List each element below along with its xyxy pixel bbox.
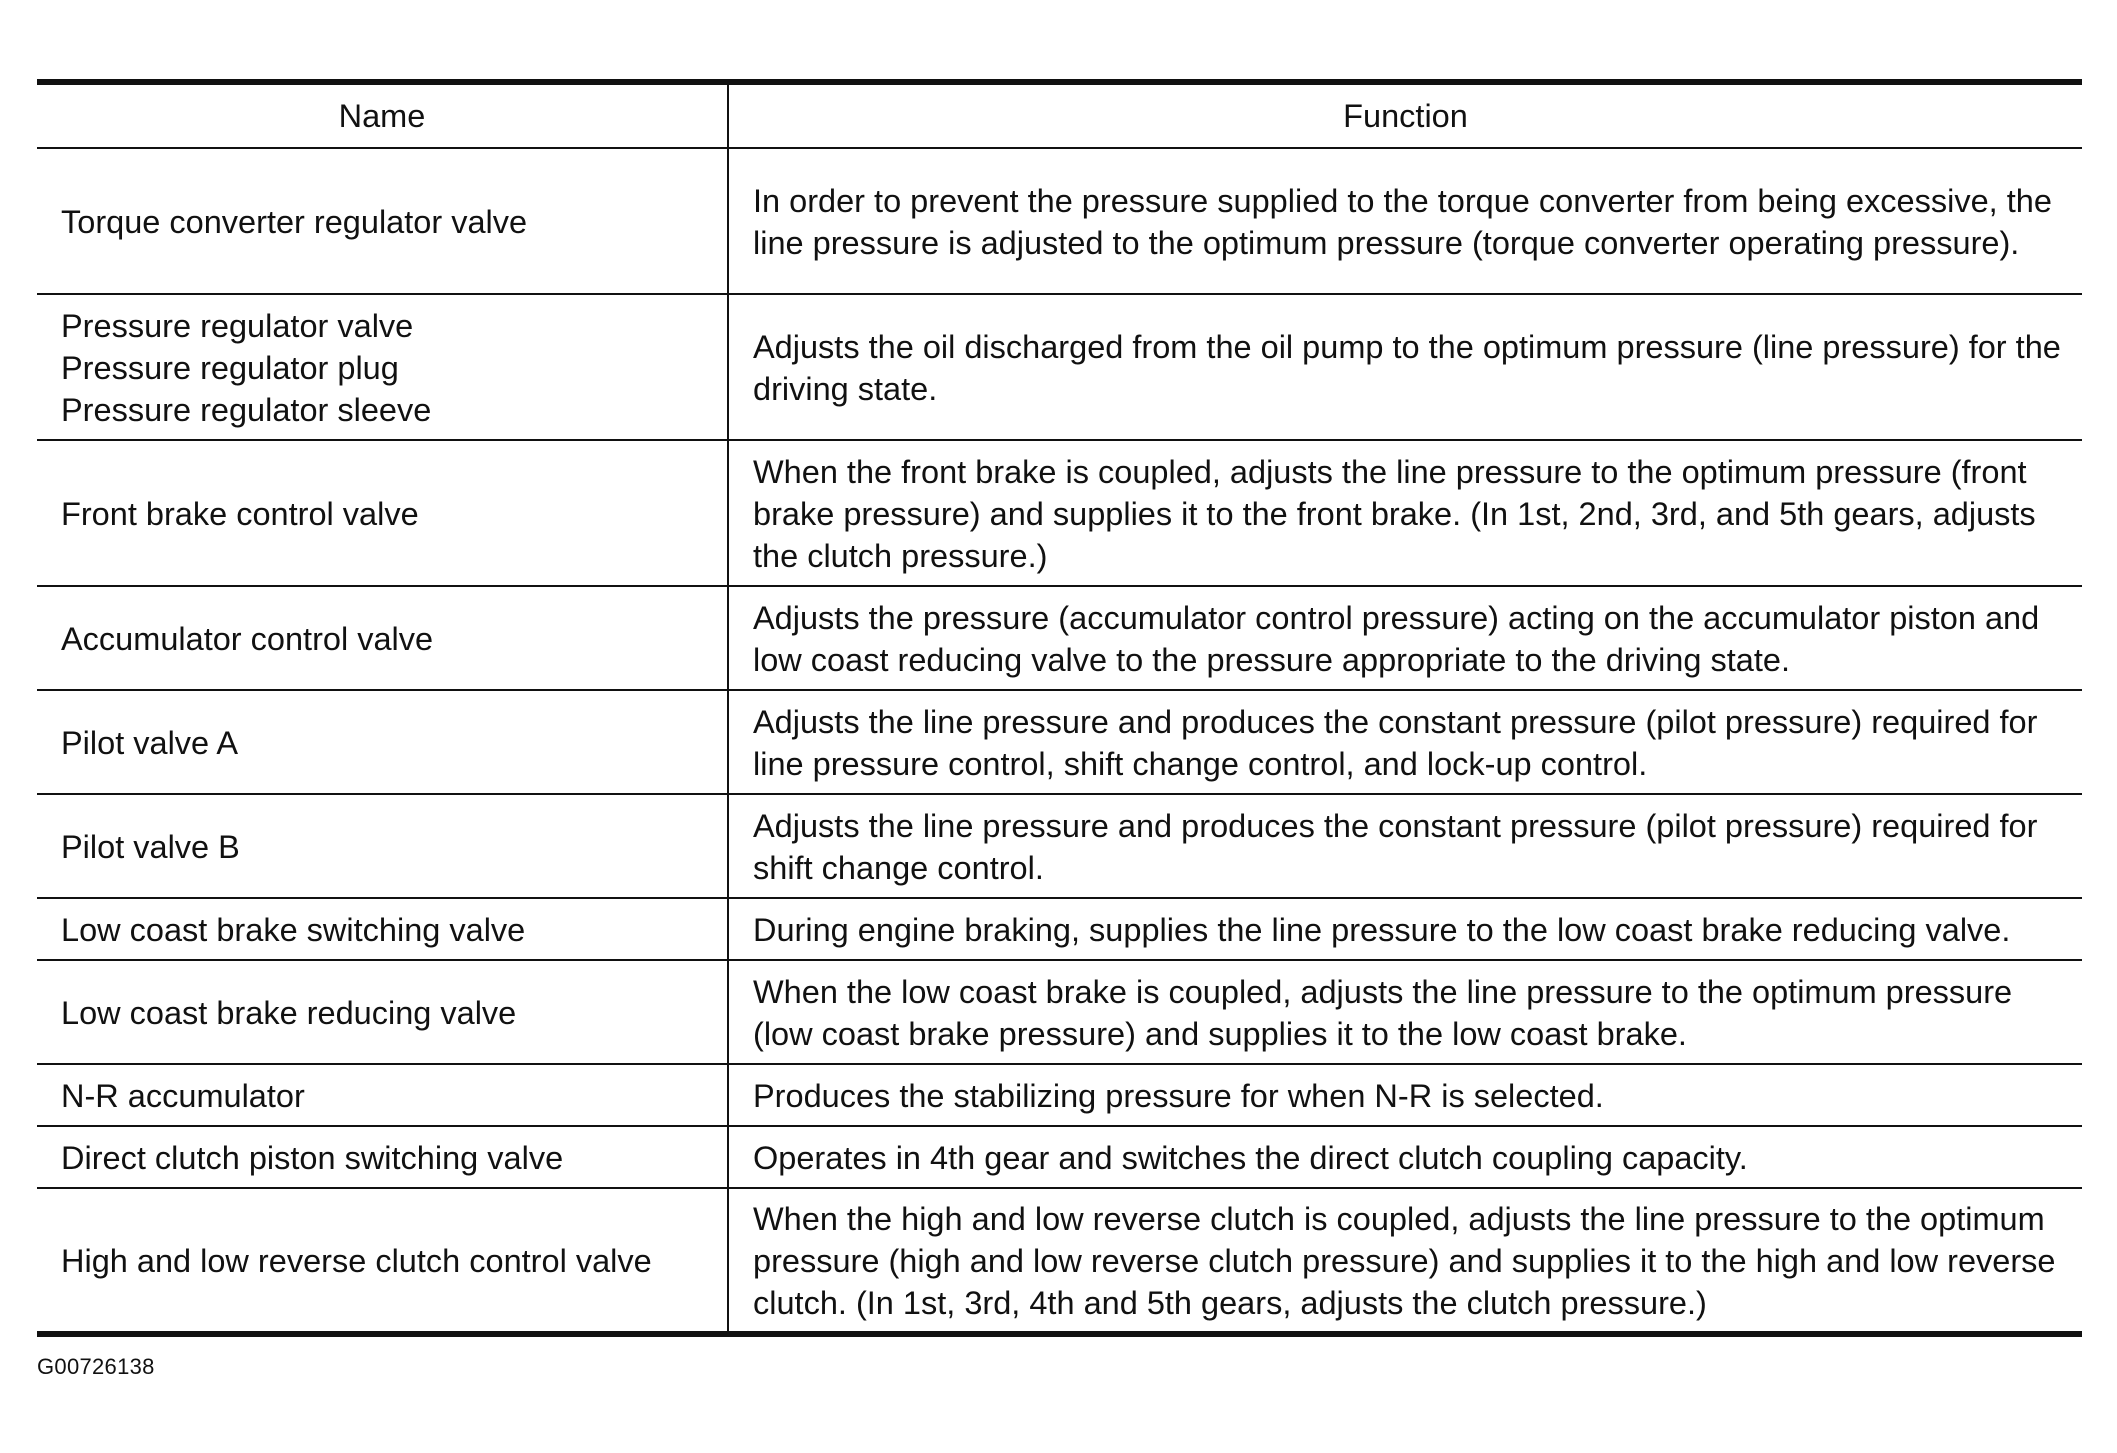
function-cell: When the front brake is coupled, adjusts the line pressure to the optimum pressure (front brake pressure) and supplies it to the front brake. (In 1st, 2nd, 3rd, and 5th gears, adjusts the clutch pressure.): [728, 440, 2082, 586]
table-row: [37, 1126, 2082, 1188]
name-cell: [37, 960, 728, 1064]
valve-name: Low coast brake reducing valve: [61, 995, 517, 1031]
valve-name: Pressure regulator valve: [61, 308, 414, 344]
name-cell: [37, 148, 728, 294]
header-function: Function: [728, 82, 2082, 148]
name-cell: [37, 690, 728, 794]
valve-name: Direct clutch piston switching valve: [61, 1140, 564, 1176]
function-cell: When the low coast brake is coupled, adjusts the line pressure to the optimum pressure (low coast brake pressure) and supplies it to the low coast brake.: [728, 960, 2082, 1064]
table-row: [37, 690, 2082, 794]
valve-function-table: [37, 79, 2082, 1337]
function-cell: Adjusts the line pressure and produces the constant pressure (pilot pressure) required for line pressure control, shift change control, and lock-up control.: [728, 690, 2082, 794]
table-row: [37, 1188, 2082, 1334]
name-cell: [37, 1126, 728, 1188]
function-cell: During engine braking, supplies the line pressure to the low coast brake reducing valve.: [728, 898, 2082, 960]
table-row: [37, 148, 2082, 294]
function-cell: Adjusts the pressure (accumulator control pressure) acting on the accumulator piston and low coast reducing valve to the pressure appropriate to the driving state.: [728, 586, 2082, 690]
valve-name: High and low reverse clutch control valve: [61, 1243, 652, 1279]
header-row: [37, 82, 2082, 148]
table-row: [37, 1064, 2082, 1126]
table-row: [37, 440, 2082, 586]
function-cell: In order to prevent the pressure supplied to the torque converter from being excessive, the line pressure is adjusted to the optimum pressure (torque converter operating pressure).: [728, 148, 2082, 294]
valve-name: Pilot valve A: [61, 725, 239, 761]
valve-name: Accumulator control valve: [61, 621, 434, 657]
valve-name: Pilot valve B: [61, 829, 240, 865]
function-cell: Produces the stabilizing pressure for when N-R is selected.: [728, 1064, 2082, 1126]
figure-id: G00726138: [37, 1354, 155, 1379]
name-cell: [37, 898, 728, 960]
function-cell: Adjusts the oil discharged from the oil pump to the optimum pressure (line pressure) for the driving state.: [728, 294, 2082, 440]
header-name: Name: [37, 82, 728, 148]
name-cell: [37, 294, 728, 440]
valve-name: Pressure regulator plug: [61, 350, 399, 386]
name-cell: [37, 586, 728, 690]
function-cell: Operates in 4th gear and switches the direct clutch coupling capacity.: [728, 1126, 2082, 1188]
document: [37, 79, 2082, 1337]
valve-name: N-R accumulator: [61, 1078, 305, 1114]
table-row: [37, 960, 2082, 1064]
table-row: [37, 794, 2082, 898]
table-row: [37, 586, 2082, 690]
valve-name: Low coast brake switching valve: [61, 912, 526, 948]
function-cell: When the high and low reverse clutch is coupled, adjusts the line pressure to the optimum pressure (high and low reverse clutch pressure) and supplies it to the high and low reverse clutch. (In 1st, 3rd, 4th and 5th gears, adjusts the clutch pressure.): [728, 1188, 2082, 1334]
table-row: [37, 294, 2082, 440]
name-cell: [37, 1064, 728, 1126]
valve-name: Front brake control valve: [61, 496, 419, 532]
valve-name: Pressure regulator sleeve: [61, 392, 432, 428]
function-cell: Adjusts the line pressure and produces the constant pressure (pilot pressure) required for shift change control.: [728, 794, 2082, 898]
name-cell: [37, 1188, 728, 1334]
table-row: [37, 898, 2082, 960]
name-cell: [37, 794, 728, 898]
valve-name: Torque converter regulator valve: [61, 204, 528, 240]
name-cell: [37, 440, 728, 586]
